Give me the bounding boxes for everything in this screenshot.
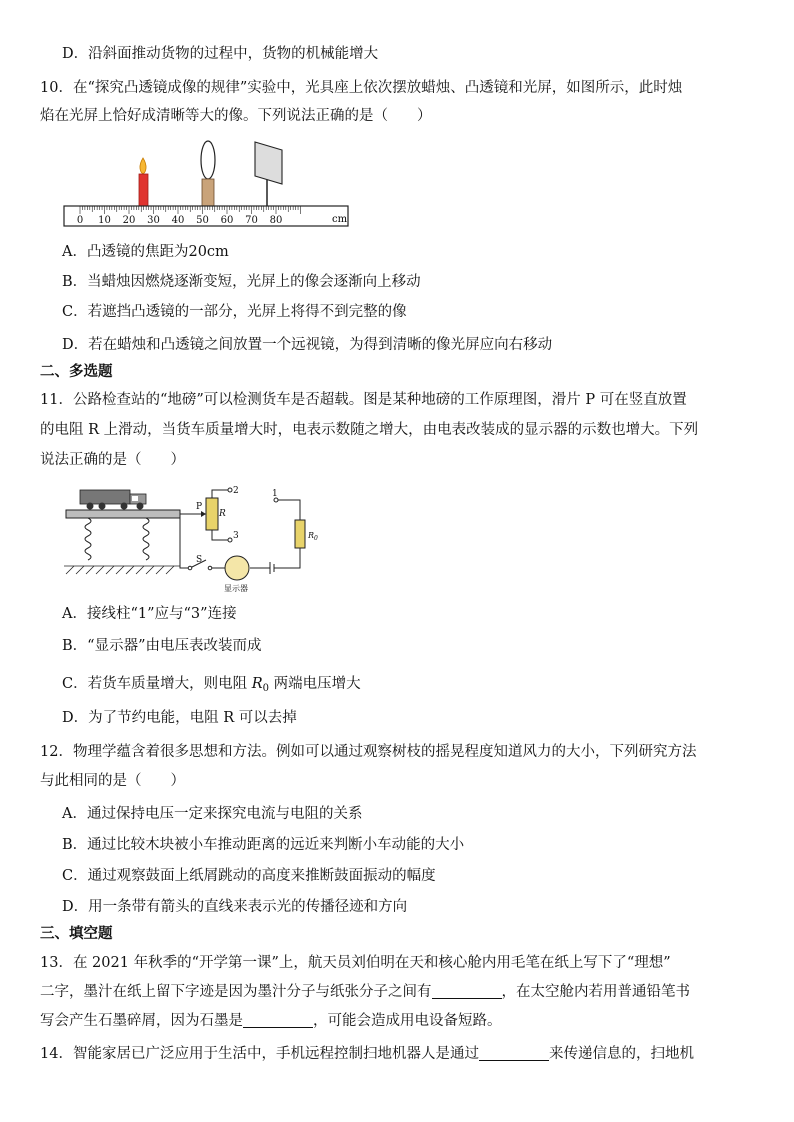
ruler-tick-label: 0	[76, 215, 84, 226]
ruler-tick-label: 50	[196, 215, 209, 226]
ruler-tick-label: 40	[171, 215, 185, 226]
candle-icon	[139, 158, 148, 206]
q12-stem-line2: 与此相同的是（ ）	[40, 773, 185, 789]
q10-option-a: A．凸透镜的焦距为20cm	[62, 244, 229, 260]
q10-option-d: D．若在蜡烛和凸透镜之间放置一个远视镜，为得到清晰的像光屏应向右移动	[62, 337, 553, 353]
resistor-r0	[295, 520, 305, 548]
spring-icon	[85, 518, 149, 560]
optical-bench-figure	[60, 136, 360, 236]
truck-icon	[80, 490, 146, 510]
ruler-tick-label: 30	[147, 215, 160, 226]
light-screen-icon	[255, 142, 282, 206]
ruler-tick-label: 70	[245, 215, 258, 226]
q13-answer-blank-2[interactable]	[243, 1013, 313, 1028]
q10-option-b: B．当蜡烛因燃烧逐渐变短，光屏上的像会逐渐向上移动	[62, 274, 421, 290]
q12-option-c: C．通过观察鼓面上纸屑跳动的高度来推断鼓面振动的幅度	[62, 868, 436, 884]
svg-text:R0	[307, 531, 318, 542]
q12-option-a: A．通过保持电压一定来探究电流与电阻的关系	[62, 806, 363, 822]
q9-option-d: D．沿斜面推动货物的过程中，货物的机械能增大	[62, 46, 379, 62]
scale-platform	[66, 510, 180, 518]
q13-stem-line3: 写会产生石墨碎屑，因为石墨是 ，可能会造成用电设备短路。	[40, 1013, 502, 1029]
q12-option-d: D．用一条带有箭头的直线来表示光的传播径迹和方向	[62, 899, 408, 915]
q11-option-d: D．为了节约电能，电阻 R 可以去掉	[62, 710, 297, 726]
convex-lens-icon	[201, 141, 215, 206]
q10-stem-line1: 10．在“探究凸透镜成像的规律”实验中，光具座上依次摆放蜡烛、凸透镜和光屏，如图所示，此时烛	[40, 80, 683, 96]
label-r0-sub: 0	[314, 535, 318, 542]
truck-scale-circuit-figure	[60, 478, 360, 598]
ruler-unit: cm	[332, 214, 348, 225]
label-display: 显示器	[224, 584, 248, 593]
q12-option-b: B．通过比较木块被小车推动距离的远近来判断小车动能的大小	[62, 837, 465, 853]
label-r0: R	[308, 531, 315, 540]
q11-option-c: C．若货车质量增大，则电阻 $R_0$ 两端电压增大	[62, 676, 361, 694]
q14-stem-line1: 14．智能家居已广泛应用于生活中，手机远程控制扫地机器人是通过 来传递信息的，扫地机	[40, 1046, 694, 1062]
q11-stem-line2: 的电阻 R 上滑动，当货车质量增大时，电表示数随之增大，由电表改装成的显示器的示数也增大。下列	[40, 422, 699, 438]
q12-stem-line1: 12．物理学蕴含着很多思想和方法。例如可以通过观察树枝的摇晃程度知道风力的大小，下列研究方法	[40, 744, 697, 760]
q10-option-c: C．若遮挡凸透镜的一部分，光屏上将得不到完整的像	[62, 304, 407, 320]
ruler-tick-label: 80	[269, 215, 283, 226]
q13-stem-line2: 二字，墨汁在纸上留下字迹是因为墨汁分子与纸张分子之间有 ，在太空舱内若用普通铅笔书	[40, 984, 690, 1000]
ground-hatch	[64, 566, 180, 574]
ruler-tick-label: 20	[122, 215, 136, 226]
q10-stem-line2: 焰在光屏上恰好成清晰等大的像。下列说法正确的是（ ）	[40, 108, 432, 124]
q11-stem-line3: 说法正确的是（ ）	[40, 452, 185, 468]
q13-answer-blank-1[interactable]	[432, 984, 502, 999]
ruler	[64, 206, 348, 226]
q14-answer-blank-1[interactable]	[479, 1046, 549, 1061]
terminal-2	[228, 488, 232, 492]
q11-option-a: A．接线柱“1”应与“3”连接	[62, 606, 237, 622]
label-p: P	[196, 502, 203, 512]
label-1: 1	[272, 489, 278, 499]
label-s: S	[196, 555, 203, 565]
section-fill-blank-heading: 三、填空题	[40, 926, 113, 942]
label-3: 3	[233, 531, 239, 541]
ruler-tick-label: 10	[98, 215, 111, 226]
rheostat-r	[206, 498, 218, 530]
ruler-tick-label: 60	[220, 215, 234, 226]
label-2: 2	[233, 486, 239, 496]
terminal-3	[228, 538, 232, 542]
display-meter-icon	[225, 556, 249, 580]
section-multiple-choice-heading: 二、多选题	[40, 364, 113, 380]
q11-stem-line1: 11．公路检查站的“地磅”可以检测货车是否超载。图是某种地磅的工作原理图，滑片 P 可在竖直放置	[40, 392, 687, 408]
label-r: R	[219, 509, 226, 519]
q11-option-b: B．“显示器”由电压表改装而成	[62, 638, 262, 654]
q13-stem-line1: 13．在 2021 年秋季的“开学第一课”上，航天员刘伯明在天和核心舱内用毛笔在纸上写下了“理想”	[40, 955, 671, 971]
